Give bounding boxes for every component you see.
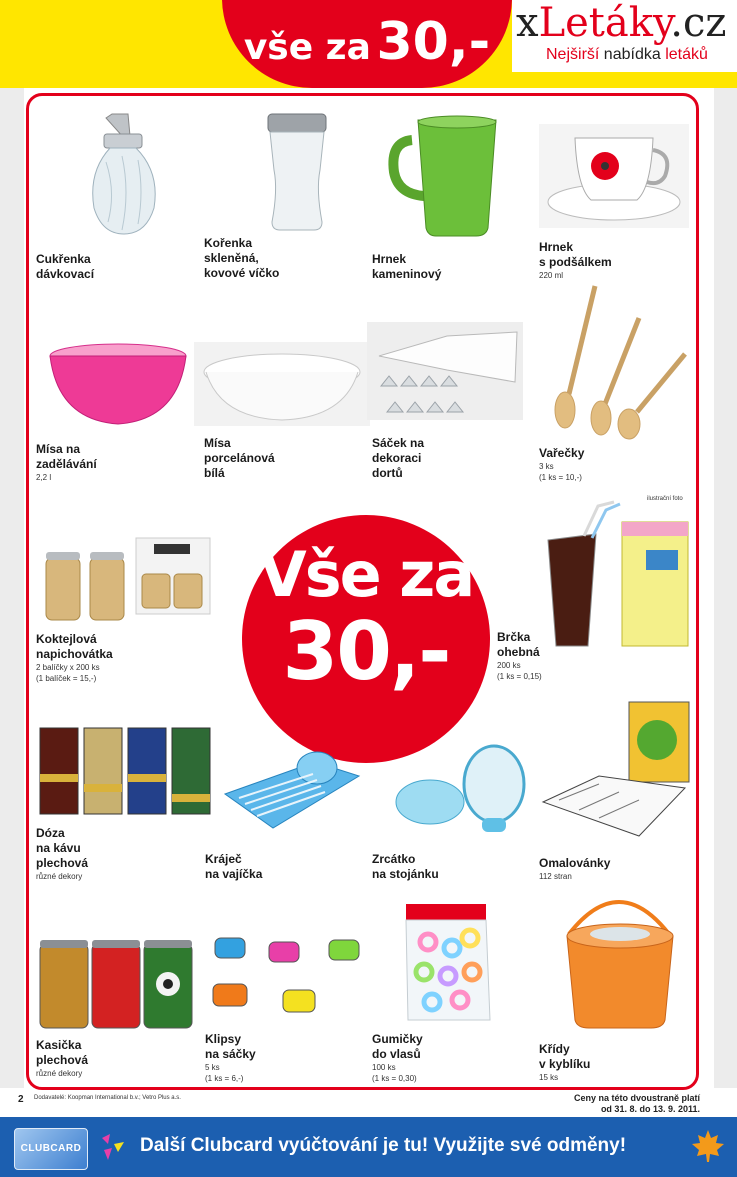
product-name: dekoraci: [372, 451, 422, 465]
product-name: Hrnek: [539, 240, 574, 254]
product-detail: 3 ks: [539, 462, 554, 471]
maple-leaf-icon: [690, 1128, 726, 1164]
product-detail: 112 stran: [539, 872, 572, 881]
price-badge-line2: 30,-: [282, 605, 450, 698]
product-name: na vajíčka: [205, 867, 263, 881]
headline-price: 30,-: [376, 12, 491, 72]
product-detail: 2,2 l: [36, 473, 52, 482]
mirror-icon: [370, 742, 530, 842]
product-name: na sáčky: [205, 1047, 256, 1061]
headline-prefix: vše za: [243, 27, 371, 68]
product-name: Hrnek: [372, 252, 407, 266]
product-name: plechová: [36, 1053, 89, 1067]
product-name: Dóza: [36, 826, 65, 840]
product-detail: (1 balíček = 15,-): [36, 674, 97, 683]
spice-shaker-icon: [204, 110, 364, 240]
product-name: Kořenka: [204, 236, 253, 250]
product-name: s podšálkem: [539, 255, 612, 269]
product-name: Kráječ: [205, 852, 242, 866]
product-detail: různé dekory: [36, 1069, 83, 1078]
hair-ties-icon: [372, 902, 502, 1024]
product-detail: 220 ml: [539, 271, 564, 280]
product-detail: 2 balíčky x 200 ks: [36, 663, 100, 672]
tea-tins-icon: [36, 724, 216, 818]
product-detail: 200 ks: [497, 661, 521, 670]
product-name: Vařečky: [539, 446, 585, 460]
product-name: ohebná: [497, 645, 540, 659]
clubcard-label: CLUBCARD: [20, 1143, 82, 1154]
suppliers-note: Dodavatelé: Koopman International b.v.; Vetro Plus a.s.: [34, 1095, 181, 1101]
product-detail: (1 ks = 6,-): [205, 1074, 244, 1083]
product-name: Gumičky: [372, 1032, 423, 1046]
product-detail: 5 ks: [205, 1063, 220, 1072]
watermark-tagline: Nejširší nabídka letáků: [546, 46, 708, 63]
product-detail: 100 ks: [372, 1063, 396, 1072]
straws-icon: [496, 500, 696, 650]
product-name: na kávu: [36, 841, 81, 855]
cup-saucer-icon: [539, 124, 689, 234]
product-name: dávkovací: [36, 267, 95, 281]
product-name: bílá: [204, 466, 225, 480]
product-name: do vlasů: [372, 1047, 421, 1061]
product-detail: (1 ks = 0,15): [497, 672, 542, 681]
product-name: Klipsy: [205, 1032, 242, 1046]
headline: [222, 12, 512, 72]
product-name: na stojánku: [372, 867, 439, 881]
product-name: Koktejlová: [36, 632, 97, 646]
product-name: zadělávání: [36, 457, 97, 471]
product-name: Cukřenka: [36, 252, 91, 266]
product-detail: (1 ks = 10,-): [539, 473, 582, 482]
price-badge-line1: Vše za: [258, 538, 474, 611]
watermark-logo: xLetáky.cz: [516, 0, 727, 46]
piping-bag-icon: [367, 322, 523, 422]
page-number: 2: [18, 1094, 24, 1105]
money-box-icon: [36, 938, 196, 1032]
egg-slicer-icon: [205, 742, 365, 842]
product-name: napichovátka: [36, 647, 113, 661]
product-name: Omalovánky: [539, 856, 611, 870]
product-name: Brčka: [497, 630, 531, 644]
validity-note: Ceny na této dvoustraně platí od 31. 8. do 13. 9. 2011.: [573, 1093, 700, 1114]
product-name: Mísa: [204, 436, 231, 450]
product-detail: (1 ks = 0,30): [372, 1074, 417, 1083]
coloring-book-icon: [539, 700, 699, 850]
product-name: Kasička: [36, 1038, 82, 1052]
product-name: dortů: [372, 466, 403, 480]
product-name: porcelánová: [204, 451, 275, 465]
product-name: skleněná,: [204, 251, 259, 265]
product-name: Sáček na: [372, 436, 425, 450]
side-margin-right: [714, 88, 737, 1088]
white-bowl-icon: [194, 342, 370, 428]
product-detail: 15 ks: [539, 1073, 559, 1082]
wooden-spoons-icon: [539, 282, 689, 442]
star-icon: [96, 1130, 130, 1164]
green-mug-icon: [372, 112, 532, 242]
product-name: Zrcátko: [372, 852, 416, 866]
product-name: v kyblíku: [539, 1057, 591, 1071]
side-margin-left: [0, 88, 24, 1088]
illustration-note: ilustrační foto: [647, 496, 683, 502]
product-name: kameninový: [372, 267, 442, 281]
product-name: kovové víčko: [204, 266, 280, 280]
sugar-dispenser-icon: [36, 112, 196, 242]
product-detail: různé dekory: [36, 872, 83, 881]
chalk-bucket-icon: [539, 890, 699, 1030]
toothpick-holders-icon: [36, 534, 216, 624]
clubcard-text: Další Clubcard vyúčtování je tu! Využijte své odměny!: [140, 1135, 627, 1156]
product-name: Křídy: [539, 1042, 570, 1056]
pink-bowl-icon: [36, 340, 196, 430]
product-name: plechová: [36, 856, 89, 870]
product-name: Mísa na: [36, 442, 81, 456]
bag-clips-icon: [205, 928, 375, 1024]
